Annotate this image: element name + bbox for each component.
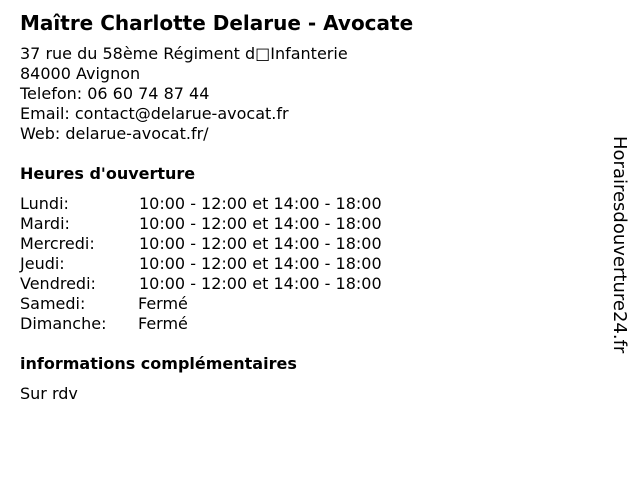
address-line-city: 84000 Avignon bbox=[20, 64, 141, 83]
email-line: Email: contact@delarue-avocat.fr bbox=[20, 104, 289, 123]
time-value: 10:00 - 12:00 et 14:00 - 18:00 bbox=[139, 214, 382, 233]
time-value: 10:00 - 12:00 et 14:00 - 18:00 bbox=[139, 274, 382, 293]
info-heading: informations complémentaires bbox=[20, 354, 297, 373]
time-value: 10:00 - 12:00 et 14:00 - 18:00 bbox=[139, 194, 382, 213]
time-value: 10:00 - 12:00 et 14:00 - 18:00 bbox=[139, 234, 382, 253]
day-label: Lundi: bbox=[20, 194, 69, 213]
info-text: Sur rdv bbox=[20, 384, 78, 403]
hours-heading: Heures d'ouverture bbox=[20, 164, 196, 183]
time-value: 10:00 - 12:00 et 14:00 - 18:00 bbox=[139, 254, 382, 273]
day-label: Jeudi: bbox=[20, 254, 65, 273]
phone-line: Telefon: 06 60 74 87 44 bbox=[20, 84, 210, 103]
time-value: Fermé bbox=[138, 314, 188, 333]
day-label: Mercredi: bbox=[20, 234, 95, 253]
time-value: Fermé bbox=[138, 294, 188, 313]
address-line-street: 37 rue du 58ème Régiment d□Infanterie bbox=[20, 44, 348, 63]
web-line: Web: delarue-avocat.fr/ bbox=[20, 124, 209, 143]
contact-block bbox=[20, 44, 348, 144]
day-label: Mardi: bbox=[20, 214, 70, 233]
day-label: Samedi: bbox=[20, 294, 86, 313]
day-label: Vendredi: bbox=[20, 274, 96, 293]
business-name: Maître Charlotte Delarue - Avocate bbox=[20, 11, 414, 35]
side-brand-watermark: Horairesdouverture24.fr bbox=[609, 136, 630, 354]
day-label: Dimanche: bbox=[20, 314, 107, 333]
